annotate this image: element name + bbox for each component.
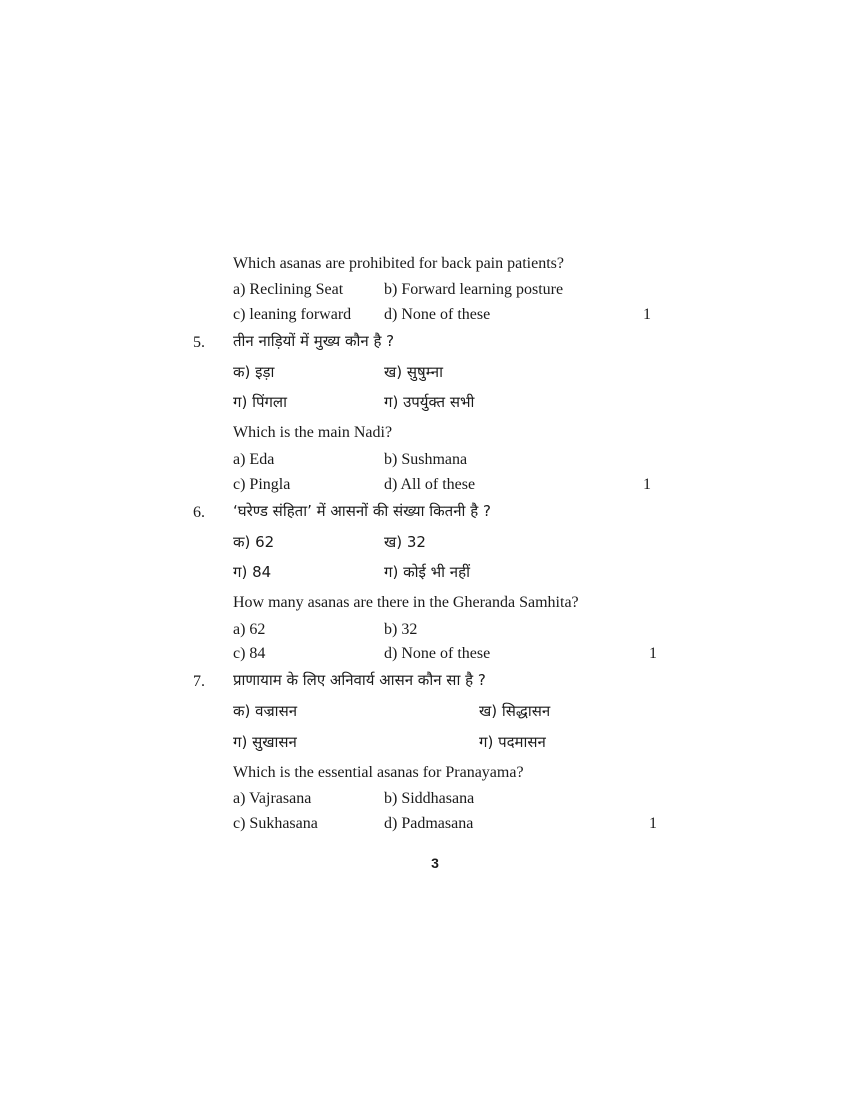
q4-option-a: a) Reclining Seat bbox=[233, 281, 344, 298]
q5-marks: 1 bbox=[643, 476, 651, 493]
q5-english-question: Which is the main Nadi? bbox=[233, 424, 393, 441]
q6-hindi-option-c: ग) 84 bbox=[233, 563, 272, 581]
q7-hindi-option-d: ग) पदमासन bbox=[479, 733, 546, 751]
q7-english-question: Which is the essential asanas for Pranayama? bbox=[233, 764, 524, 781]
q7-option-d: d) Padmasana bbox=[384, 815, 474, 832]
q7-hindi-option-c: ग) सुखासन bbox=[233, 733, 297, 751]
q5-option-d: d) All of these bbox=[384, 476, 476, 493]
q6-number: 6. bbox=[193, 504, 205, 521]
q5-option-b: b) Sushmana bbox=[384, 451, 468, 468]
q4-option-d: d) None of these bbox=[384, 306, 491, 323]
q5-number: 5. bbox=[193, 334, 205, 351]
q6-hindi-question: ‘घरेण्ड संहिता’ में आसनों की संख्या कितनी है ? bbox=[233, 502, 491, 520]
q7-marks: 1 bbox=[649, 815, 657, 832]
q6-english-question: How many asanas are there in the Gheranda Samhita? bbox=[233, 594, 579, 611]
q4-marks: 1 bbox=[643, 306, 651, 323]
q4-english-question: Which asanas are prohibited for back pain patients? bbox=[233, 255, 564, 272]
q6-marks: 1 bbox=[649, 645, 657, 662]
q7-option-a: a) Vajrasana bbox=[233, 790, 312, 807]
q4-option-c: c) leaning forward bbox=[233, 306, 352, 323]
q6-hindi-option-b: ख) 32 bbox=[384, 533, 426, 551]
q7-option-c: c) Sukhasana bbox=[233, 815, 318, 832]
page-number: 3 bbox=[431, 855, 439, 871]
q6-option-c: c) 84 bbox=[233, 645, 266, 662]
q7-option-b: b) Siddhasana bbox=[384, 790, 475, 807]
q7-hindi-option-b: ख) सिद्धासन bbox=[479, 702, 551, 720]
q6-hindi-option-a: क) 62 bbox=[233, 533, 275, 551]
q5-hindi-question: तीन नाड़ियों में मुख्य कौन है ? bbox=[233, 332, 395, 350]
q5-option-c: c) Pingla bbox=[233, 476, 291, 493]
q7-hindi-question: प्राणायाम के लिए अनिवार्य आसन कौन सा है ? bbox=[233, 671, 486, 689]
q5-hindi-option-c: ग) पिंगला bbox=[233, 393, 287, 411]
q6-option-b: b) 32 bbox=[384, 621, 418, 638]
q5-hindi-option-a: क) इड़ा bbox=[233, 363, 275, 381]
q6-option-a: a) 62 bbox=[233, 621, 266, 638]
q6-option-d: d) None of these bbox=[384, 645, 491, 662]
q5-hindi-option-d: ग) उपर्युक्त सभी bbox=[384, 393, 475, 411]
q5-hindi-option-b: ख) सुषुम्ना bbox=[384, 363, 443, 381]
q7-number: 7. bbox=[193, 673, 205, 690]
q5-option-a: a) Eda bbox=[233, 451, 275, 468]
q7-hindi-option-a: क) वज्रासन bbox=[233, 702, 298, 720]
q6-hindi-option-d: ग) कोई भी नहीं bbox=[384, 563, 470, 581]
q4-option-b: b) Forward learning posture bbox=[384, 281, 564, 298]
